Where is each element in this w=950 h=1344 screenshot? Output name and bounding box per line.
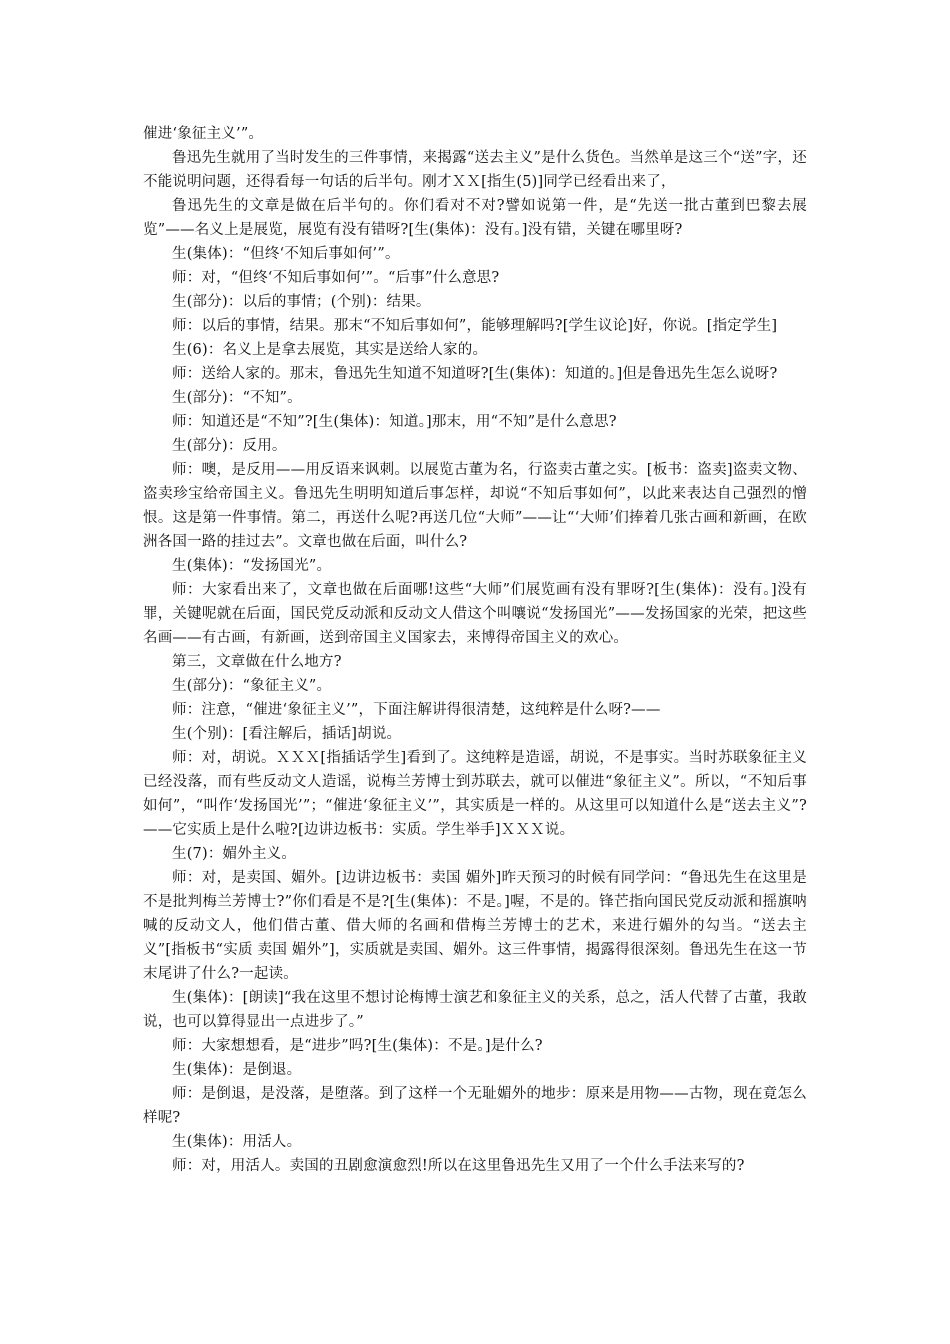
paragraph: 生(6)：名义上是拿去展览，其实是送给人家的。 xyxy=(172,342,488,358)
paragraph: 师：噢，是反用——用反语来讽刺。以展览古董为名，行盗卖古董之实。[板书：盗卖]盗卖文物、盗卖珍宝给帝国主义。鲁迅先生明明知道后事怎样，却说“不知后事如何”，以此来表达自己强烈的憎恨。这是第一件事情。第二，再送什么呢?再送几位“大师”——让“‘大师’们捧着几张古画和新画，在欧洲各国一路的挂过去”。文章也做在后面，叫什么? xyxy=(143,462,807,550)
paragraph: 生(部分)：以后的事情；(个别)：结果。 xyxy=(172,294,431,310)
paragraph: 生(部分)：“象征主义”。 xyxy=(172,678,332,694)
paragraph: 鲁迅先生就用了当时发生的三件事情，来揭露“送去主义”是什么货色。当然单是这三个“送”字，还不能说明问题，还得看每一句话的后半句。刚才ＸＸ[指生(5)]同学已经看出来了， xyxy=(143,150,807,190)
paragraph: 师：大家看出来了，文章也做在后面哪!这些“大师”们展览画有没有罪呀?[生(集体)：没有。]没有罪，关键呢就在后面，国民党反动派和反动文人借这个叫嚷说“发扬国光”——发扬国家的光荣，把这些名画——有古画，有新画，送到帝国主义国家去，来博得帝国主义的欢心。 xyxy=(143,582,807,646)
paragraph: 生(集体)：用活人。 xyxy=(172,1134,302,1150)
paragraph: 生(7)：媚外主义。 xyxy=(172,846,297,862)
paragraph: 生(个别)：[看注解后，插话]胡说。 xyxy=(172,726,402,742)
paragraph: 第三，文章做在什么地方? xyxy=(172,654,342,670)
paragraph: 师：送给人家的。那末，鲁迅先生知道不知道呀?[生(集体)：知道的。]但是鲁迅先生怎么说呀? xyxy=(172,366,778,382)
paragraph: 生(集体)：“发扬国光”。 xyxy=(172,558,332,574)
document-body xyxy=(143,122,807,1178)
paragraph: 师：对，是卖国、媚外。[边讲边板书：卖国 媚外]昨天预习的时候有同学问：“鲁迅先生在这里是不是批判梅兰芳博士?”你们看是不是?[生(集体)：不是。]喔，不是的。锋芒指向国民党反动派和摇旗呐喊的反动文人，他们借古董、借大师的名画和借梅兰芳博士的艺术，来进行媚外的勾当。“送去主义”[指板书“实质 卖国 媚外”]，实质就是卖国、媚外。这三件事情，揭露得很深刻。鲁迅先生在这一节末尾讲了什么?一起读。 xyxy=(143,870,807,982)
paragraph: 生(集体)：是倒退。 xyxy=(172,1062,302,1078)
paragraph: 生(部分)：反用。 xyxy=(172,438,287,454)
paragraph: 师：注意，“催进‘象征主义’”，下面注解讲得很清楚，这纯粹是什么呀?—— xyxy=(172,702,661,718)
paragraph: 师：知道还是“不知”?[生(集体)：知道。]那末，用“不知”是什么意思? xyxy=(172,414,617,430)
paragraph: 师：大家想想看，是“进步”吗?[生(集体)：不是。]是什么? xyxy=(172,1038,543,1054)
paragraph: 师：以后的事情，结果。那末“不知后事如何”，能够理解吗?[学生议论]好，你说。[指定学生] xyxy=(172,318,778,334)
paragraph: 师：是倒退，是没落，是堕落。到了这样一个无耻媚外的地步：原来是用物——古物，现在竟怎么样呢? xyxy=(143,1086,807,1126)
paragraph: 师：对，“但终‘不知后事如何’”。“后事”什么意思? xyxy=(172,270,500,286)
paragraph: 师：对，用活人。卖国的丑剧愈演愈烈!所以在这里鲁迅先生又用了一个什么手法来写的? xyxy=(172,1158,745,1174)
paragraph: 鲁迅先生的文章是做在后半句的。你们看对不对?譬如说第一件，是“先送一批古董到巴黎去展览”——名义上是展览，展览有没有错呀?[生(集体)：没有。]没有错，关键在哪里呀? xyxy=(143,198,807,238)
paragraph: 催进‘象征主义’”。 xyxy=(143,126,264,142)
paragraph: 生(部分)：“不知”。 xyxy=(172,390,302,406)
paragraph: 生(集体)：“但终‘不知后事如何’”。 xyxy=(172,246,400,262)
paragraph: 师：对，胡说。ＸＸＸ[指插话学生]看到了。这纯粹是造谣，胡说，不是事实。当时苏联象征主义已经没落，而有些反动文人造谣，说梅兰芳博士到苏联去，就可以催进“象征主义”。所以，“不知后事如何”，“叫作‘发扬国光’”；“催进‘象征主义’”，其实质是一样的。从这里可以知道什么是“送去主义”?——它实质上是什么啦?[边讲边板书：实质。学生举手]ＸＸＸ说。 xyxy=(143,750,807,838)
paragraph: 生(集体)：[朗读]“我在这里不想讨论梅博士演艺和象征主义的关系，总之，活人代替了古董，我敢说，也可以算得显出一点进步了。” xyxy=(143,990,807,1030)
